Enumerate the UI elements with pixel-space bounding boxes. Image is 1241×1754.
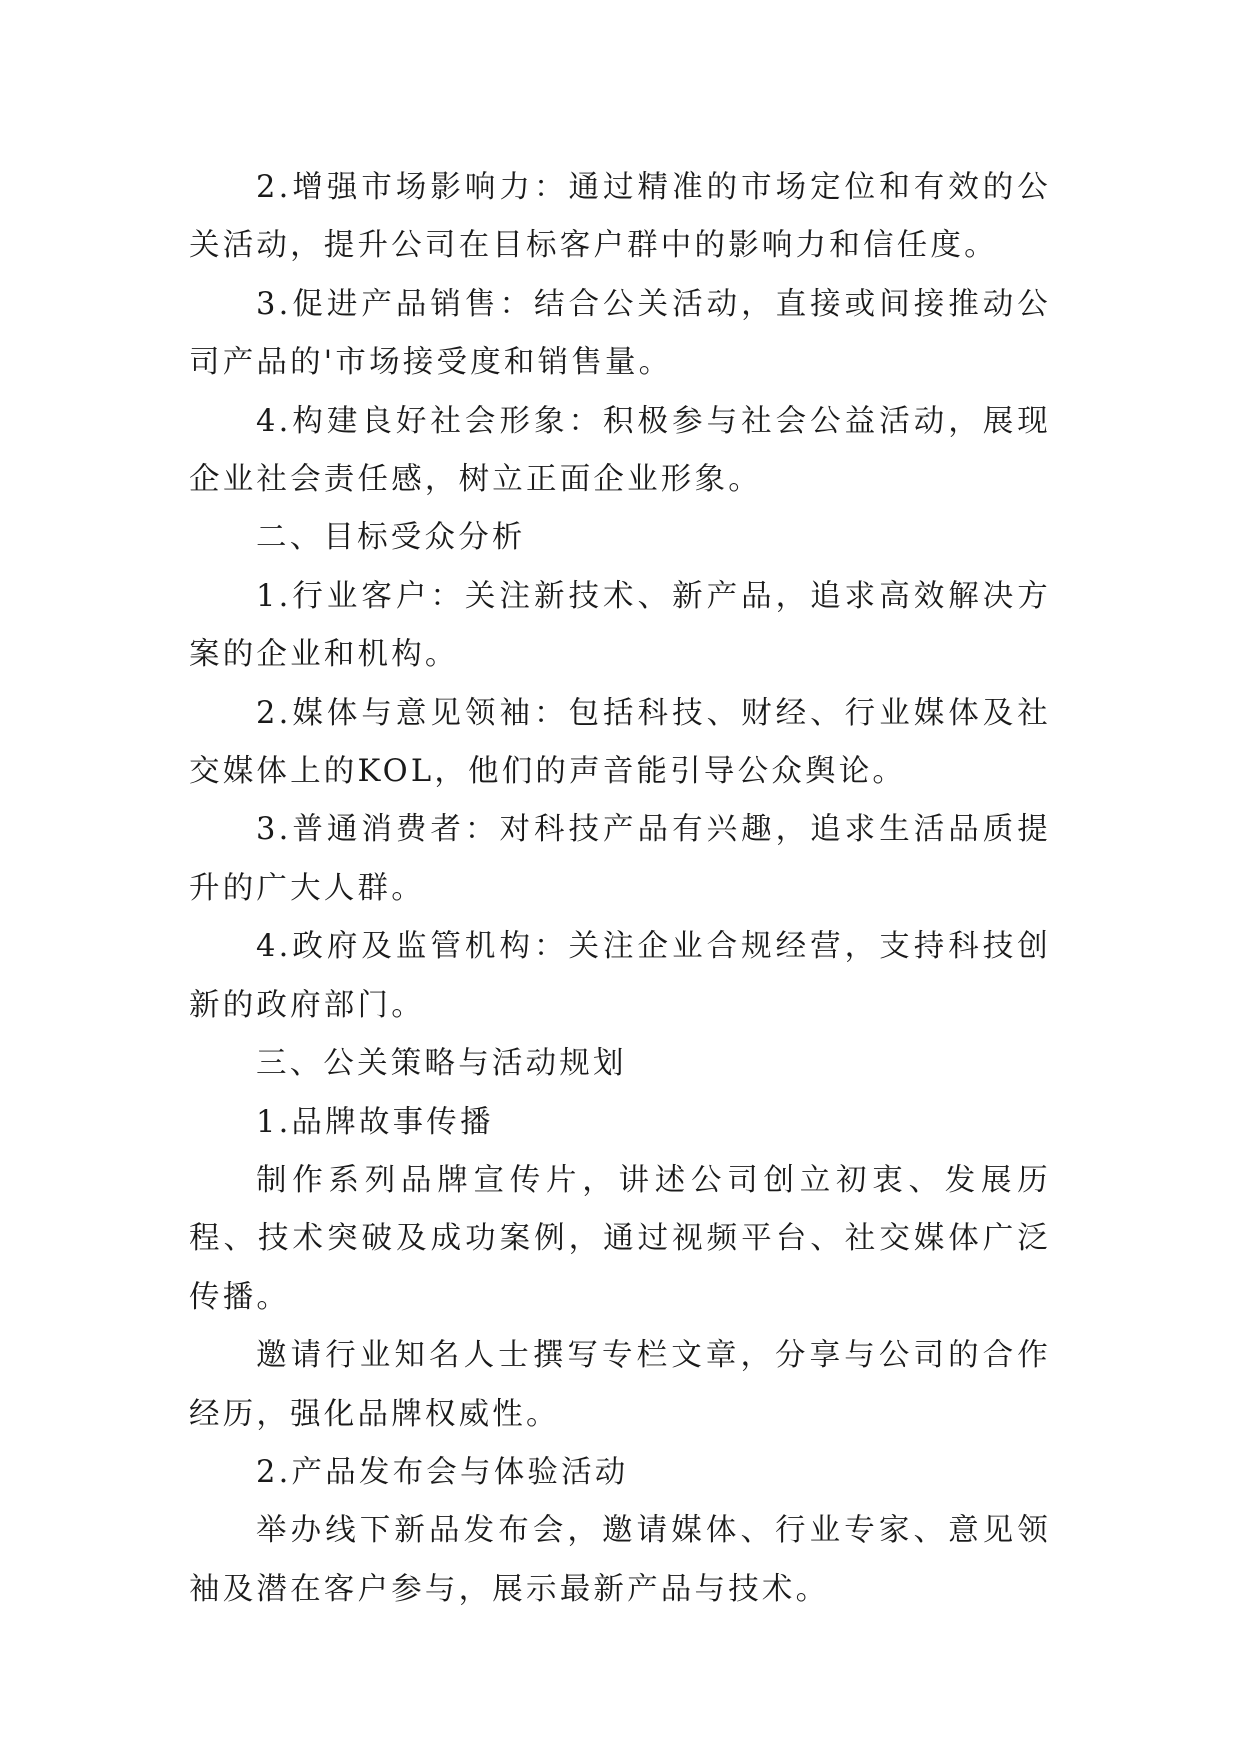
subheading-brand-story: 1.品牌故事传播 [256, 1104, 494, 1140]
paragraph-brand-video: 制作系列品牌宣传片，讲述公司创立初衷、发展历程、技术突破及成功案例，通过视频平台、社交媒体广泛传播。 [189, 1162, 1051, 1315]
subheading-product-launch: 2.产品发布会与体验活动 [256, 1454, 629, 1490]
paragraph-audience-consumers: 3.普通消费者：对科技产品有兴趣，追求生活品质提升的广大人群。 [189, 812, 1051, 906]
section-heading-target-audience: 二、目标受众分析 [256, 520, 526, 556]
paragraph-goal-market-influence: 2.增强市场影响力：通过精准的市场定位和有效的公关活动，提升公司在目标客户群中的影响力和信任度。 [189, 170, 1051, 264]
section-heading-pr-strategy: 三、公关策略与活动规划 [256, 1046, 627, 1082]
paragraph-goal-social-image: 4.构建良好社会形象：积极参与社会公益活动，展现企业社会责任感，树立正面企业形象。 [189, 403, 1051, 498]
paragraph-launch-event: 举办线下新品发布会，邀请媒体、行业专家、意见领袖及潜在客户参与，展示最新产品与技术。 [189, 1513, 1051, 1607]
paragraph-audience-government: 4.政府及监管机构：关注企业合规经营，支持科技创新的政府部门。 [189, 929, 1051, 1023]
paragraph-audience-media-kol: 2.媒体与意见领袖：包括科技、财经、行业媒体及社交媒体上的KOL，他们的声音能引导公众舆论。 [189, 695, 1051, 790]
paragraph-audience-industry-clients: 1.行业客户：关注新技术、新产品，追求高效解决方案的企业和机构。 [189, 578, 1051, 673]
paragraph-brand-columns: 邀请行业知名人士撰写专栏文章，分享与公司的合作经历，强化品牌权威性。 [189, 1338, 1051, 1432]
paragraph-goal-product-sales: 3.促进产品销售：结合公关活动，直接或间接推动公司产品的'市场接受度和销售量。 [189, 286, 1051, 381]
document-body [189, 159, 1051, 1619]
